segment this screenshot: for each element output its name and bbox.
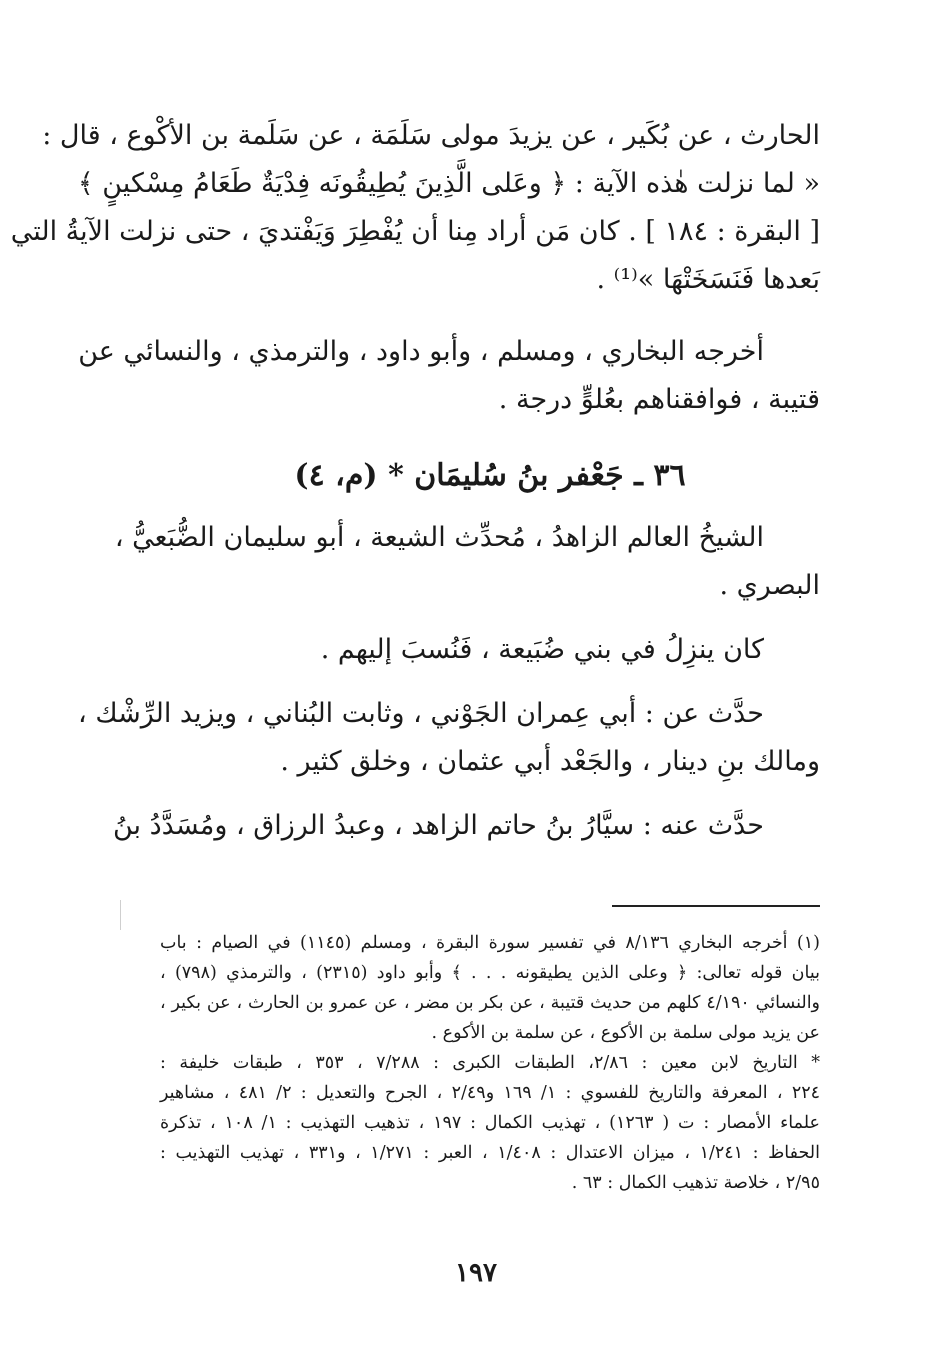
footnote-line: الحفاظ : ١/٢٤١ ، ميزان الاعتدال : ١/٤٠٨ ، العبر : ١/٢٧١ ، و٣٣١ ، تهذيب التهذيب : bbox=[160, 1143, 820, 1163]
footnotes bbox=[160, 928, 820, 1198]
main-text bbox=[10, 112, 820, 850]
paragraph-hadith bbox=[10, 112, 820, 304]
footnote-line: عن يزيد مولى سلمة بن الأكوع ، عن سلمة بن الأكوع . bbox=[431, 1023, 820, 1043]
text-line: الحارث ، عن بُكَير ، عن يزيدَ مولى سَلَمَة ، عن سَلَمة بن الأكْوع ، قال : bbox=[42, 120, 820, 151]
text-line: « لما نزلت هٰذه الآية : ﴿ وعَلى الَّذِينَ يُطِيقُونَه فِدْيَةٌ طَعَامُ مِسْكينٍ ﴾ bbox=[77, 168, 820, 199]
footnote-line: بيان قوله تعالى: ﴿ وعلى الذين يطيقونه . . . ﴾ وأبو داود (٢٣١٥) ، والترمذي (٧٩٨) ، bbox=[160, 963, 820, 983]
text-line: بَعدها فَنَسَخَتْهَا »⁽¹⁾ . bbox=[596, 264, 820, 295]
footnote-line: (١) أخرجه البخاري ٨/١٣٦ في تفسير سورة البقرة ، ومسلم (١١٤٥) في الصيام : باب bbox=[160, 933, 820, 953]
footnote-line: ٢٢٤ ، المعرفة والتاريخ للفسوي : ١/ ١٦٩ و٢/٤٩ ، الجرح والتعديل : ٢/ ٤٨١ ، مشاهير bbox=[160, 1083, 821, 1103]
paragraph-teachers bbox=[78, 690, 820, 786]
text-line: أخرجه البخاري ، ومسلم ، وأبو داود ، والترمذي ، والنسائي عن bbox=[78, 336, 764, 367]
text-line: الشيخُ العالم الزاهدُ ، مُحدِّث الشيعة ، أبو سليمان الضُّبَعيُّ ، bbox=[114, 522, 764, 553]
section-heading: ٣٦ ـ جَعْفر بنُ سُليمَان * (م، ٤) bbox=[294, 458, 686, 493]
paragraph-biography bbox=[114, 514, 820, 610]
paragraph-takhrij bbox=[78, 328, 820, 424]
footnote-line: * التاريخ لابن معين : ٢/٨٦، الطبقات الكبرى : ٧/٢٨٨ ، ٣٥٣ ، طبقات خليفة : bbox=[160, 1053, 821, 1073]
footnote-line: ٢/٩٥ ، خلاصة تذهيب الكمال : ٦٣ . bbox=[571, 1173, 820, 1193]
paragraph-residence: كان ينزِلُ في بني ضُبَيعة ، فَنُسبَ إليهم . bbox=[320, 634, 764, 665]
text-line: قتيبة ، فوافقناهم بعُلوٍّ درجة . bbox=[498, 384, 820, 415]
text-line: البصري . bbox=[719, 570, 820, 601]
footnote-1 bbox=[160, 928, 820, 1048]
margin-mark bbox=[120, 900, 121, 930]
text-line: حدَّث عن : أبي عِمران الجَوْني ، وثابت البُناني ، ويزيد الرِّشْك ، bbox=[78, 698, 764, 729]
text-line: ومالك بنِ دينار ، والجَعْد أبي عثمان ، وخلق كثير . bbox=[280, 746, 820, 777]
footnote-divider bbox=[612, 905, 820, 907]
text-line: [ البقرة : ١٨٤ ] . كان مَن أراد مِنا أن يُفْطِرَ وَيَفْتديَ ، حتى نزلت الآيةُ التي bbox=[10, 216, 820, 247]
footnote-line: علماء الأمصار : ت ( ١٢٦٣) ، تهذيب الكمال : ١٩٧ ، تذهيب التهذيب : ١/ ١٠٨ ، تذكرة bbox=[160, 1113, 820, 1133]
footnote-sources bbox=[160, 1048, 820, 1198]
footnote-line: والنسائي ٤/١٩٠ كلهم من حديث قتيبة ، عن بكر بن مضر ، عن عمرو بن الحارث ، عن بكير ، bbox=[160, 993, 821, 1013]
page-number: ١٩٧ bbox=[455, 1258, 497, 1288]
paragraph-students: حدَّث عنه : سيَّارُ بنُ حاتم الزاهد ، وعبدُ الرزاق ، ومُسَدَّدُ بنُ bbox=[112, 810, 764, 841]
